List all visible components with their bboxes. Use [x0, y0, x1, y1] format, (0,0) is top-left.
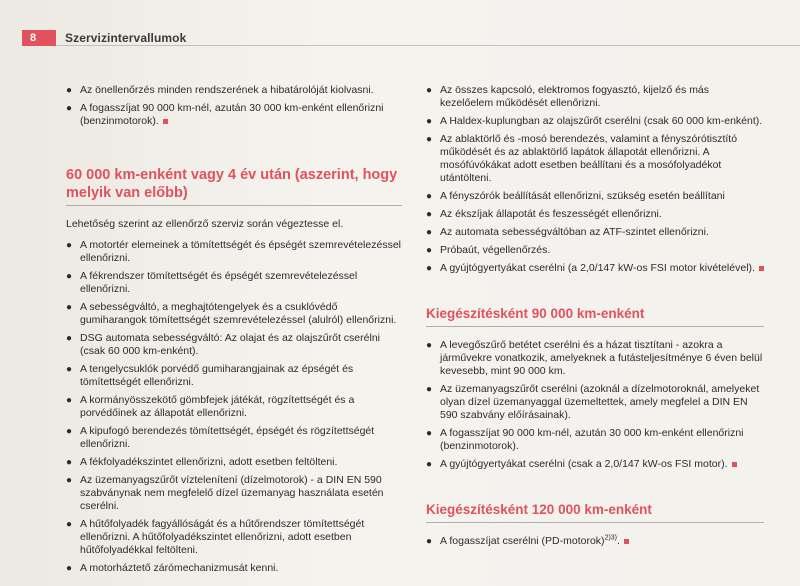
bullet-icon: ●	[66, 103, 73, 114]
list-item-text: A sebességváltó, a meghajtótengelyek és a csuklóvédő gumiharangok tömítettségét szemrevételezéssel (alulról) ellenőrizni.	[80, 301, 397, 326]
list-item	[426, 383, 764, 422]
bullet-icon: ●	[426, 191, 433, 202]
list-item	[426, 115, 764, 128]
list-item	[426, 427, 764, 453]
list-item-text: A hűtőfolyadék fagyállóságát és a hűtőrendszer tömítettségét ellenőrizni. A hűtőfolyadékszintet ellenőrizni, adott esetben hűtőfolyadékkal feltölteni.	[80, 518, 365, 556]
bullet-icon: ●	[66, 271, 73, 282]
list-item-text: A fékfolyadékszintet ellenőrizni, adott esetben feltölteni.	[80, 456, 338, 468]
list-item	[426, 226, 764, 239]
bullet-icon: ●	[66, 240, 73, 251]
section-heading-90k	[426, 305, 764, 327]
bullet-icon: ●	[66, 364, 73, 375]
list-item	[66, 363, 402, 389]
list-item-text: A fogasszíjat 90 000 km-nél, azután 30 000 km-enként ellenőrizni (benzinmotorok).	[80, 102, 384, 127]
bullet-icon: ●	[66, 333, 73, 344]
bullet-icon: ●	[66, 85, 73, 96]
list-item	[66, 84, 402, 97]
bullet-icon: ●	[426, 85, 433, 96]
list-item-text: Az ékszíjak állapotát és feszességét ellenőrizni.	[440, 208, 662, 220]
bullet-icon: ●	[66, 519, 73, 530]
list-item	[426, 244, 764, 257]
end-of-section-icon	[624, 539, 629, 544]
list-item-text: Az összes kapcsoló, elektromos fogyasztó, kijelző és más kezelőelem működését ellenőrizni.	[440, 84, 710, 109]
list-item-text: Az üzemanyagszűrőt víztelenítení (dízelmotorok) - a DIN EN 590 szabványnak nem megfelelő dízel üzemanyag használata esetén cserélni.	[80, 474, 384, 512]
list-item	[426, 339, 764, 378]
list-item	[66, 332, 402, 358]
bullet-icon: ●	[426, 116, 433, 127]
list-item-text: Az üzemanyagszűrőt cserélni (azoknál a dízelmotoroknál, amelyeket olyan dízel üzemanyaggal üzemeltettek, amely megfelel a DIN EN 590 szabvány előírásainak).	[440, 383, 760, 421]
bullet-icon: ●	[426, 263, 433, 274]
end-of-section-icon	[759, 266, 764, 271]
page-title: Szervizintervallumok	[65, 31, 187, 45]
list-item-text: A Haldex-kuplungban az olajszűrőt cserélni (csak 60 000 km-enként).	[440, 115, 763, 127]
list-item	[426, 133, 764, 185]
section-heading-text: 60 000 km-enként vagy 4 év után (aszerint, hogy melyik van előbb)	[66, 167, 398, 201]
section-heading-60k	[66, 166, 402, 206]
bullet-icon: ●	[426, 227, 433, 238]
bullet-icon: ●	[426, 459, 433, 470]
bullet-icon: ●	[426, 134, 433, 145]
bullet-icon: ●	[66, 395, 73, 406]
section-heading-120k	[426, 501, 764, 523]
bullet-icon: ●	[66, 457, 73, 468]
list-item-text: A fékrendszer tömítettségét és épségét szemrevételezéssel ellenőrizni.	[80, 270, 358, 295]
list-item-text: Próbaút, végellenőrzés.	[440, 244, 551, 256]
bullet-icon: ●	[426, 536, 433, 547]
list-item	[66, 562, 402, 575]
list-item-text: DSG automata sebességváltó: Az olajat és az olajszűrőt cserélni (csak 60 000 km-enként).	[80, 332, 380, 357]
list-item-text: A fényszórók beállítását ellenőrizni, szükség esetén beállítani	[440, 190, 725, 202]
list-item	[66, 456, 402, 469]
list-item-text: A motortér elemeinek a tömítettségét és épségét szemrevételezéssel ellenőrizni.	[80, 239, 401, 264]
list-item	[426, 262, 764, 275]
list-item-text: Az automata sebességváltóban az ATF-szintet ellenőrizni.	[440, 226, 709, 238]
bullet-icon: ●	[66, 302, 73, 313]
list-item	[426, 84, 764, 110]
bullet-icon: ●	[66, 426, 73, 437]
end-of-section-icon	[163, 119, 168, 124]
list-item	[66, 425, 402, 451]
section-heading-text: Kiegészítésként 90 000 km-enként	[426, 306, 645, 321]
list-item	[66, 270, 402, 296]
list-item-text: Az önellenőrzés minden rendszerének a hibatárolóját kiolvasni.	[80, 84, 374, 96]
list-item-text: Az ablaktörlő és -mosó berendezés, valamint a fényszórótisztító működését és az ablaktörlő lapátok állapotát ellenőrizni. A mosófúvókákat adott esetben beállítani és a mosófolyadékot utántölteni.	[440, 133, 738, 184]
bullet-icon: ●	[66, 475, 73, 486]
sentence-end: .	[617, 535, 620, 547]
list-item-text: A gyújtógyertyákat cserélni (csak a 2,0/147 kW-os FSI motor).	[440, 458, 728, 470]
right-column	[426, 84, 764, 553]
list-item-text: A fogasszíjat cserélni (PD-motorok)	[440, 535, 605, 547]
bullet-icon: ●	[426, 384, 433, 395]
list-item-text: A fogasszíjat 90 000 km-nél, azután 30 000 km-enként ellenőrizni (benzinmotorok).	[440, 427, 744, 452]
list-item-text: A gyújtógyertyákat cserélni (a 2,0/147 kW-os FSI motor kivételével).	[440, 262, 755, 274]
list-item-text: A motorháztető zárómechanizmusát kenni.	[80, 562, 279, 574]
list-item	[66, 518, 402, 557]
list-item	[426, 535, 764, 548]
section-intro: Lehetőség szerint az ellenőrző szerviz során végeztesse el.	[66, 218, 344, 230]
list-item	[66, 301, 402, 327]
left-column	[66, 84, 402, 580]
list-item	[66, 102, 402, 128]
end-of-section-icon	[732, 462, 737, 467]
bullet-icon: ●	[426, 428, 433, 439]
section-heading-text: Kiegészítésként 120 000 km-enként	[426, 502, 652, 517]
list-item	[66, 394, 402, 420]
footnote-reference: 2)3)	[604, 534, 618, 542]
bullet-icon: ●	[426, 340, 433, 351]
list-item-text: A levegőszűrő betétet cserélni és a házat tisztítani - azokra a járművekre vonatkozik, amelyeknek a futásteljesítménye 6 éven belül kevesebb, mint 90 000 km.	[440, 339, 763, 377]
list-item-text: A tengelycsuklók porvédő gumiharangjainak az épségét és tömítettségét ellenőrizni.	[80, 363, 354, 388]
bullet-icon: ●	[426, 245, 433, 256]
list-item	[426, 458, 764, 471]
list-item	[426, 208, 764, 221]
header-divider	[56, 45, 800, 46]
list-item	[66, 474, 402, 513]
list-item-text: A kormányösszekötő gömbfejek játékát, rögzítettségét és a porvédőinek az állapotát ellenőrizni.	[80, 394, 355, 419]
list-item	[66, 239, 402, 265]
bullet-icon: ●	[426, 209, 433, 220]
list-item	[426, 190, 764, 203]
page-header	[0, 30, 800, 46]
page-number-tab: 8	[22, 30, 56, 46]
bullet-icon: ●	[66, 563, 73, 574]
list-item-text: A kipufogó berendezés tömítettségét, épségét és rögzítettségét ellenőrizni.	[80, 425, 375, 450]
